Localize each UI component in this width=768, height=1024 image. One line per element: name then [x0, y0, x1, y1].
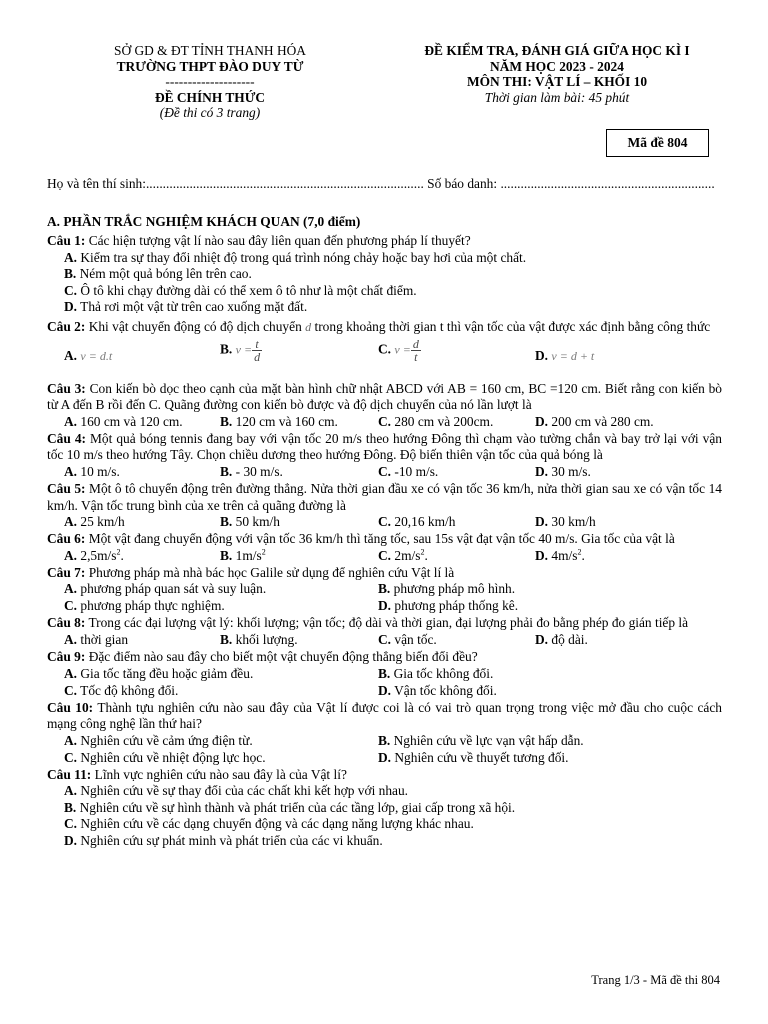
question-5	[47, 481, 722, 514]
exam-code-box: Mã đề 804	[606, 129, 709, 157]
question-label: Câu 5:	[47, 480, 86, 496]
question-label: Câu 8:	[47, 615, 86, 631]
question-text: Đặc điểm nào sau đây cho biết một vật chuyển động thẳng biến đổi đều?	[88, 648, 478, 664]
option-a[interactable]	[64, 414, 183, 431]
option-letter: D.	[64, 299, 78, 315]
option-b[interactable]	[378, 666, 493, 683]
option-a[interactable]	[64, 348, 112, 365]
exponent: 2	[116, 547, 121, 557]
option-text: 160 cm và 120 cm.	[80, 413, 183, 429]
option-b[interactable]	[47, 266, 722, 283]
formula-lhs: v =	[235, 342, 253, 357]
numerator: d	[412, 336, 419, 351]
option-d[interactable]	[47, 299, 722, 316]
question-label: Câu 3:	[47, 380, 86, 396]
option-letter: B.	[220, 547, 233, 563]
header-left	[60, 43, 360, 121]
exponent: 2	[261, 547, 266, 557]
question-6-options	[47, 548, 722, 565]
question-label: Câu 4:	[47, 430, 86, 446]
denominator: d	[254, 349, 261, 364]
question-9-options-row2	[47, 683, 722, 700]
exam-duration: Thời gian làm bài: 45 phút	[484, 89, 630, 105]
question-1	[47, 233, 722, 250]
question-11	[47, 767, 722, 784]
option-letter: C.	[64, 598, 78, 614]
option-b[interactable]	[220, 548, 266, 565]
official-label: ĐỀ CHÍNH THỨC	[154, 89, 266, 105]
option-d[interactable]	[378, 683, 497, 700]
option-a[interactable]	[64, 514, 125, 531]
option-text: Thả rơi một vật từ trên cao xuống mặt đất.	[80, 299, 308, 315]
option-letter: C.	[378, 463, 392, 479]
option-a[interactable]	[64, 581, 266, 598]
option-d[interactable]	[535, 414, 654, 431]
question-10-options-row2	[47, 750, 722, 767]
question-text: Thành tựu nghiên cứu nào sau đây của Vật lí được coi là có vai trò quan trọng trong việc mở đầu cho cuộc cách mạng công nghệ lần thứ hai?	[47, 699, 723, 732]
option-a[interactable]	[64, 632, 128, 649]
option-text: Nghiên cứu về sự thay đổi của các chất khi kết hợp với nhau.	[80, 783, 409, 799]
question-5-options	[47, 514, 722, 531]
option-text: phương pháp mô hình.	[393, 581, 516, 597]
question-label: Câu 7:	[47, 564, 86, 580]
option-text: Nghiên cứu sự phát minh và phát triển của các vi khuẩn.	[80, 833, 383, 849]
option-text: Gia tốc tăng đều hoặc giảm đều.	[80, 665, 254, 681]
question-area	[47, 213, 722, 850]
option-text: 30 m/s.	[551, 463, 591, 479]
question-7-options-row2	[47, 598, 722, 615]
question-2	[47, 319, 722, 336]
option-letter: B.	[220, 341, 233, 357]
question-7-options-row1	[47, 581, 722, 598]
option-text: vận tốc.	[394, 631, 437, 647]
option-text: 2m/s	[394, 547, 421, 563]
option-letter: B.	[64, 266, 77, 282]
question-text: Con kiến bò dọc theo cạnh của mặt bàn hình chữ nhật ABCD với AB = 160 cm, BC =120 cm. Biết rằng con kiến bò từ A đến B rồi đến C. Quãng đường con kiến bò được và độ dịch chuyển của nó lần lượt là	[47, 380, 723, 413]
option-letter: A.	[64, 783, 78, 799]
option-text: 1m/s	[235, 547, 262, 563]
option-letter: B.	[220, 514, 233, 530]
option-letter: A.	[64, 732, 78, 748]
school-name: TRƯỜNG THPT ĐÀO DUY TỪ	[116, 58, 304, 74]
option-text: 30 km/h	[551, 514, 596, 530]
option-text: 200 cm và 280 cm.	[551, 413, 654, 429]
option-letter: C.	[378, 514, 392, 530]
option-c[interactable]	[378, 514, 455, 531]
formula: v = d.t	[80, 348, 113, 363]
candidate-number-blank[interactable]: ................................................................	[500, 176, 715, 191]
option-c[interactable]	[47, 283, 722, 300]
option-text: Tốc độ không đổi.	[80, 682, 179, 698]
question-10	[47, 700, 722, 733]
question-text: Một vật đang chuyển động với vận tốc 36 km/h thì tăng tốc, sau 15s vật đạt vận tốc 40 m/s. Gia tốc của vật là	[88, 531, 675, 547]
question-label: Câu 11:	[47, 766, 92, 782]
option-tail: .	[581, 547, 585, 563]
option-letter: C.	[64, 682, 78, 698]
option-letter: A.	[64, 547, 78, 563]
option-letter: B.	[64, 799, 77, 815]
option-letter: C.	[378, 341, 392, 357]
question-7	[47, 565, 722, 582]
option-letter: C.	[378, 413, 392, 429]
question-3-options	[47, 414, 722, 431]
question-label: Câu 6:	[47, 531, 86, 547]
section-a-title: A. PHẦN TRẮC NGHIỆM KHÁCH QUAN (7,0 điểm)	[47, 214, 361, 229]
option-letter: C.	[378, 547, 392, 563]
option-b[interactable]	[220, 414, 338, 431]
option-a[interactable]	[64, 548, 124, 565]
fraction	[411, 338, 421, 363]
option-text: 280 cm và 200cm.	[394, 413, 494, 429]
question-9	[47, 649, 722, 666]
option-text: Nghiên cứu về nhiệt động lực học.	[80, 749, 266, 765]
option-b[interactable]	[220, 632, 298, 649]
option-a[interactable]	[47, 250, 722, 267]
option-text: 2,5m/s	[80, 547, 117, 563]
option-text: Nghiên cứu về cảm ứng điện từ.	[80, 732, 253, 748]
question-text: Một ô tô chuyển động trên đường thẳng. Nửa thời gian đầu xe có vận tốc 36 km/h, nửa thời gian sau xe có vận tốc 14 km/h. Vận tốc trung bình của xe trên cả quãng đường là	[47, 480, 722, 513]
option-d[interactable]	[378, 750, 568, 767]
option-letter: C.	[64, 816, 78, 832]
option-text: thời gian	[80, 631, 129, 647]
formula-lhs: v =	[394, 342, 411, 357]
option-d[interactable]	[535, 348, 594, 365]
option-a[interactable]	[47, 783, 722, 800]
question-label: Câu 2:	[47, 318, 86, 334]
header-separator: --------------------	[165, 74, 255, 89]
option-letter: A.	[64, 347, 78, 363]
option-letter: A.	[64, 581, 78, 597]
formula: v = d + t	[551, 348, 595, 363]
option-letter: D.	[378, 749, 392, 765]
option-letter: C.	[64, 749, 78, 765]
question-text: Trong các đại lượng vật lý: khối lượng; vận tốc; độ dài và thời gian, đại lượng phải đo bằng phép đo gián tiếp là	[88, 615, 689, 631]
student-name-label: Họ và tên thí sinh:	[47, 176, 146, 191]
question-9-options-row1	[47, 666, 722, 683]
option-text: 4m/s	[551, 547, 578, 563]
question-4-options	[47, 464, 722, 481]
option-letter: D.	[535, 514, 549, 530]
option-letter: B.	[378, 581, 391, 597]
question-text: Khi vật chuyển động có độ dịch chuyển	[88, 318, 302, 334]
numerator: t	[252, 338, 262, 351]
option-d[interactable]	[535, 548, 585, 565]
option-text: Nghiên cứu về các dạng chuyển động và các dạng năng lượng khác nhau.	[80, 816, 474, 832]
option-text: phương pháp thống kê.	[394, 598, 519, 614]
option-letter: D.	[64, 833, 78, 849]
option-text: Ném một quả bóng lên trên cao.	[79, 266, 252, 282]
option-letter: B.	[378, 732, 391, 748]
option-letter: D.	[535, 547, 549, 563]
option-text: độ dài.	[551, 631, 588, 647]
option-b[interactable]	[378, 581, 515, 598]
option-c[interactable]	[64, 750, 266, 767]
option-d[interactable]	[535, 464, 591, 481]
student-info-line	[47, 176, 715, 193]
option-text: -10 m/s.	[394, 463, 439, 479]
page-footer: Trang 1/3 - Mã đề thi 804	[591, 973, 720, 987]
option-letter: D.	[378, 598, 392, 614]
question-label: Câu 10:	[47, 699, 94, 715]
option-b[interactable]	[220, 464, 283, 481]
option-text: Nghiên cứu về sự hình thành và phát triển của các tầng lớp, giai cấp trong xã hội.	[79, 799, 516, 815]
option-letter: A.	[64, 631, 78, 647]
option-text: Nghiên cứu về lực vạn vật hấp dẫn.	[393, 732, 584, 748]
exam-title: ĐỀ KIỂM TRA, ĐÁNH GIÁ GIỮA HỌC KÌ I	[424, 43, 690, 58]
denominator: t	[414, 349, 418, 364]
question-8-options	[47, 632, 722, 649]
option-text: Kiểm tra sự thay đổi nhiệt độ trong quá trình nóng chảy hoặc bay hơi của một chất.	[80, 249, 527, 265]
option-letter: D.	[535, 413, 549, 429]
question-text: Phương pháp mà nhà bác học Galile sử dụng để nghiên cứu Vật lí là	[88, 564, 455, 580]
option-d[interactable]	[535, 514, 596, 531]
option-tail: .	[120, 547, 124, 563]
question-4	[47, 431, 722, 464]
option-letter: C.	[378, 631, 392, 647]
student-name-blank[interactable]: ...................................................................................	[145, 176, 424, 191]
option-letter: D.	[535, 631, 549, 647]
option-b[interactable]	[47, 800, 722, 817]
option-d[interactable]	[535, 632, 588, 649]
option-c[interactable]	[378, 548, 428, 565]
question-2-options	[47, 336, 722, 376]
option-text: khối lượng.	[235, 631, 298, 647]
option-letter: A.	[64, 413, 78, 429]
option-d[interactable]	[378, 598, 518, 615]
option-b[interactable]	[378, 733, 584, 750]
option-letter: B.	[220, 463, 233, 479]
question-10-options-row1	[47, 733, 722, 750]
option-letter: D.	[378, 682, 392, 698]
exam-subject: MÔN THI: VẬT LÍ – KHỐI 10	[466, 74, 648, 89]
option-c[interactable]	[378, 632, 437, 649]
option-text: Vận tốc không đổi.	[394, 682, 497, 698]
exponent: 2	[420, 547, 425, 557]
option-c[interactable]	[64, 683, 178, 700]
option-letter: B.	[220, 413, 233, 429]
question-label: Câu 1:	[47, 233, 86, 248]
option-c[interactable]	[378, 338, 421, 363]
option-c[interactable]	[378, 464, 438, 481]
option-text: - 30 m/s.	[235, 463, 283, 479]
option-tail: .	[424, 547, 428, 563]
department-name: SỞ GD & ĐT TỈNH THANH HÓA	[114, 43, 306, 58]
fraction	[252, 338, 262, 363]
option-letter: D.	[535, 463, 549, 479]
option-a[interactable]	[64, 464, 120, 481]
option-text: 50 km/h	[235, 514, 280, 530]
option-text: phương pháp quan sát và suy luận.	[80, 581, 267, 597]
option-c[interactable]	[378, 414, 493, 431]
option-a[interactable]	[64, 666, 253, 683]
candidate-number-label: Số báo danh:	[427, 176, 498, 191]
option-c[interactable]	[64, 598, 225, 615]
option-letter: A.	[64, 514, 78, 530]
option-letter: D.	[535, 347, 549, 363]
page-count-note: (Đề thi có 3 trang)	[159, 105, 261, 120]
option-text: 20,16 km/h	[394, 514, 456, 530]
option-text: 10 m/s.	[80, 463, 120, 479]
school-year: NĂM HỌC 2023 - 2024	[490, 58, 624, 74]
option-text: phương pháp thực nghiệm.	[80, 598, 225, 614]
option-text: Nghiên cứu về thuyết tương đối.	[394, 749, 569, 765]
option-text: Ô tô khi chạy đường dài có thể xem ô tô như là một chất điểm.	[80, 282, 417, 298]
option-text: 25 km/h	[80, 514, 125, 530]
question-text: Lĩnh vực nghiên cứu nào sau đây là của Vật lí?	[94, 766, 347, 782]
option-letter: B.	[378, 665, 391, 681]
option-b[interactable]	[220, 338, 262, 363]
option-letter: C.	[64, 282, 78, 298]
option-c[interactable]	[47, 816, 722, 833]
option-b[interactable]	[220, 514, 280, 531]
option-letter: A.	[64, 463, 78, 479]
question-8	[47, 615, 722, 632]
option-a[interactable]	[64, 733, 253, 750]
question-text: Các hiện tượng vật lí nào sau đây liên quan đến phương pháp lí thuyết?	[88, 233, 471, 248]
exponent: 2	[577, 547, 582, 557]
option-letter: A.	[64, 665, 78, 681]
option-d[interactable]	[47, 833, 722, 850]
option-text: Gia tốc không đổi.	[393, 665, 494, 681]
question-label: Câu 9:	[47, 648, 86, 664]
question-text-cont: trong khoảng thời gian t thì vận tốc của vật được xác định bằng công thức	[314, 318, 711, 334]
option-text: 120 cm và 160 cm.	[235, 413, 338, 429]
displacement-symbol: d	[305, 319, 312, 334]
option-letter: B.	[220, 631, 233, 647]
question-6	[47, 531, 722, 548]
question-3	[47, 381, 722, 414]
header-right	[378, 43, 736, 105]
question-text: Một quả bóng tennis đang bay với vận tốc 20 m/s theo hướng Đông thì chạm vào tường chắn và bay trở lại với vận tốc 10 m/s theo hướng Tây. Chọn chiều dương theo hướng Đông. Độ biến thiên vận tốc của quả bóng là	[47, 430, 722, 463]
option-letter: A.	[64, 249, 78, 265]
